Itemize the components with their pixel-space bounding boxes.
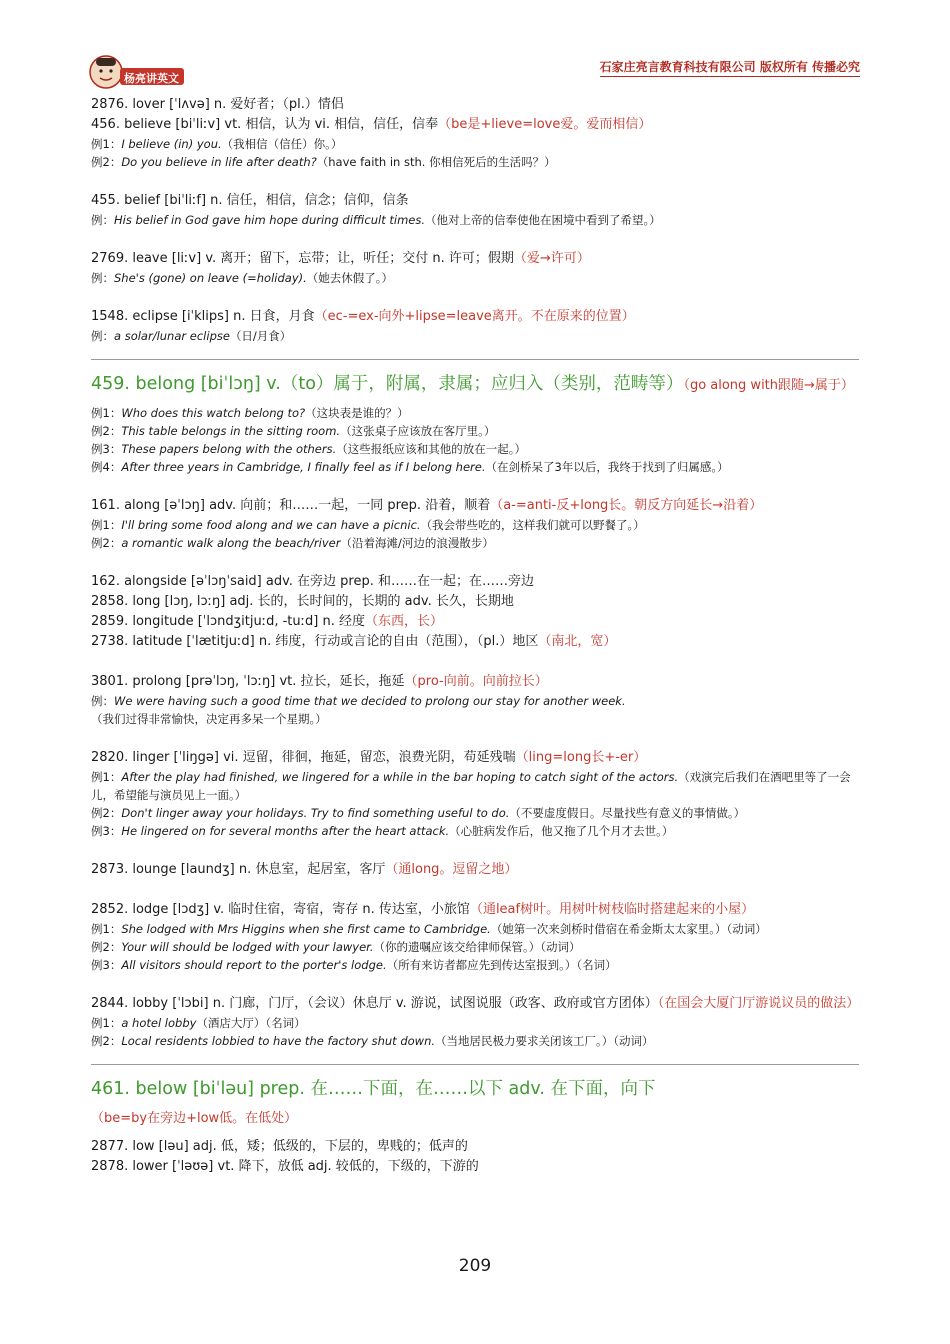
example-label: 例1： xyxy=(91,770,122,784)
entry-belief: 455. belief [biˈliːf] n. 信任，相信，信念；信仰，信条 xyxy=(91,193,409,208)
entry-lobby xyxy=(91,994,861,1014)
example-chinese: （在剑桥呆了3年以后，我终于找到了归属感。） xyxy=(485,460,729,474)
example-chinese: （所有来访者都应先到传达室报到。）（名词） xyxy=(386,958,617,972)
example xyxy=(91,920,861,938)
example-chinese: （我们过得非常愉快，决定再多呆一个星期。） xyxy=(91,712,327,726)
page-header xyxy=(0,0,950,96)
example-label: 例3： xyxy=(91,958,122,972)
example-label: 例2： xyxy=(91,155,122,169)
example-chinese: （have faith in sth. 你相信死后的生活吗？） xyxy=(316,155,556,169)
example xyxy=(91,516,861,534)
etymology-note: （pro-向前。向前拉长） xyxy=(404,674,548,689)
example-english: a hotel lobby xyxy=(121,1016,197,1030)
example-label: 例4： xyxy=(91,460,122,474)
entry-text: 456. believe [biˈliːv] vt. 相信，认为 vi. 相信，信任，信奉 xyxy=(91,117,439,132)
example-label: 例： xyxy=(91,329,114,343)
example xyxy=(91,269,861,287)
entry-text: 3801. prolong [prəˈlɔŋ, ˈlɔːŋ] vt. 拉长，延长，拖延 xyxy=(91,674,405,689)
entry-linger xyxy=(91,748,861,768)
copyright-notice: 石家庄亮言教育科技有限公司 版权所有 传播必究 xyxy=(600,58,860,77)
example-label: 例1： xyxy=(91,137,122,151)
logo-text: 杨亮讲英文 xyxy=(124,72,179,85)
example xyxy=(91,804,861,822)
example-label: 例3： xyxy=(91,824,122,838)
headword-text: 461. below [biˈləu] prep. 在……下面，在……以下 adv. 在下面，向下 xyxy=(91,1079,656,1099)
example-chinese: （你的遗嘱应该交给律师保管。）（动词） xyxy=(373,940,581,954)
example xyxy=(91,938,861,956)
example-chinese: （沿着海滩/河边的浪漫散步） xyxy=(340,536,494,550)
example-english: a solar/lunar eclipse xyxy=(114,329,230,343)
etymology-note: （通long。逗留之地） xyxy=(385,862,518,877)
example-english: After three years in Cambridge, I finally feel as if I belong here. xyxy=(121,460,486,474)
etymology-note: （ling=long长+-er） xyxy=(515,750,647,765)
etymology-note: （be是+lieve=love爱。爱而相信） xyxy=(438,117,652,132)
etymology-note: （东西，长） xyxy=(364,614,443,629)
entry-text: 2820. linger [ˈliŋgə] vi. 逗留，徘徊，拖延，留恋，浪费光阴，苟延残喘 xyxy=(91,750,516,765)
example xyxy=(91,135,861,153)
example-chinese: （她去休假了。） xyxy=(306,271,394,285)
etymology-note: （go along with跟随→属于） xyxy=(683,378,854,393)
example-chinese: （他对上帝的信奉使他在困境中看到了希望。） xyxy=(425,213,661,227)
entry-text: 2738. latitude [ˈlætitjuːd] n. 纬度，行动或言论的自由（范围），（pl.）地区 xyxy=(91,634,539,649)
entry-lover: 2876. lover [ˈlʌvə] n. 爱好者；（pl.）情侣 xyxy=(91,97,344,112)
page-content xyxy=(91,95,861,1177)
example xyxy=(91,1032,861,1050)
entry-text: 2859. longitude [ˈlɔndʒitjuːd, -tuːd] n. 经度 xyxy=(91,614,365,629)
etymology-note: （在国会大厦门厅游说议员的做法） xyxy=(657,996,860,1011)
example xyxy=(91,327,861,345)
entry-long: 2858. long [lɔŋ, lɔːŋ] adj. 长的，长时间的，长期的 adv. 长久，长期地 xyxy=(91,594,514,609)
entry-longitude xyxy=(91,612,861,632)
example-chinese: （当地居民极力要求关闭该工厂。）（动词） xyxy=(435,1034,654,1048)
entry-leave xyxy=(91,249,861,269)
example xyxy=(91,211,861,229)
example-english: His belief in God gave him hope during difficult times. xyxy=(114,213,425,227)
example-english: All visitors should report to the porter's lodge. xyxy=(121,958,387,972)
entry-text: 161. along [əˈlɔŋ] adv. 向前；和……一起，一同 prep. 沿着，顺着 xyxy=(91,498,491,513)
example-label: 例2： xyxy=(91,940,122,954)
example-english: Do you believe in life after death? xyxy=(121,155,317,169)
example-chinese: （这些报纸应该和其他的放在一起。） xyxy=(336,442,527,456)
example xyxy=(91,534,861,552)
example-chinese: （我会带些吃的，这样我们就可以野餐了。） xyxy=(420,518,645,532)
example xyxy=(91,692,861,728)
entry-prolong xyxy=(91,672,861,692)
example-english: These papers belong with the others. xyxy=(121,442,337,456)
example-english: Who does this watch belong to? xyxy=(121,406,306,420)
example-label: 例2： xyxy=(91,536,122,550)
entry-text: 2852. lodge [lɔdʒ] v. 临时住宿，寄宿，寄存 n. 传达室，小旅馆 xyxy=(91,902,470,917)
etymology-note: （通leaf树叶。用树叶树枝临时搭建起来的小屋） xyxy=(469,902,755,917)
entry-lodge xyxy=(91,900,861,920)
headword-belong xyxy=(91,370,861,400)
entry-low: 2877. low [ləu] adj. 低，矮；低级的，下层的，卑贱的；低声的 xyxy=(91,1139,468,1154)
entry-alongside: 162. alongside [əˈlɔŋˈsaid] adv. 在旁边 prep. 和……在一起；在……旁边 xyxy=(91,574,535,589)
example-label: 例： xyxy=(91,694,114,708)
entry-text: 2844. lobby [ˈlɔbi] n. 门廊，门厅，（会议）休息厅 v. 游说，试图说服（政客、政府或官方团体） xyxy=(91,996,658,1011)
example-chinese: （她第一次来剑桥时借宿在希金斯太太家里。）（动词） xyxy=(490,922,767,936)
example xyxy=(91,1014,861,1032)
entry-text: 1548. eclipse [iˈklips] n. 日食，月食 xyxy=(91,309,315,324)
example xyxy=(91,768,861,804)
example-label: 例： xyxy=(91,271,114,285)
example-english: She lodged with Mrs Higgins when she first came to Cambridge. xyxy=(121,922,491,936)
example-label: 例2： xyxy=(91,424,122,438)
etymology-note: （a-=anti-反+long长。朝反方向延长→沿着） xyxy=(490,498,763,513)
entry-lower: 2878. lower [ˈləʊə] vt. 降下，放低 adj. 较低的，下级的，下游的 xyxy=(91,1159,479,1174)
etymology-note: （ec-=ex-向外+lipse=leave离开。不在原来的位置） xyxy=(314,309,635,324)
etymology-note: （be=by在旁边+low低。在低处） xyxy=(91,1111,298,1126)
headword-text: 459. belong [biˈlɔŋ] v.（to）属于，附属，隶属；应归入（类别，范畴等） xyxy=(91,374,684,394)
example-chinese: （戏演完后我们在酒吧里等了一会儿，希望能与演员见上一面。） xyxy=(91,770,851,802)
entry-text: 2873. lounge [laundʒ] n. 休息室，起居室，客厅 xyxy=(91,862,386,877)
example xyxy=(91,422,861,440)
example-english: After the play had finished, we lingered for a while in the bar hoping to catch sight of the actors. xyxy=(121,770,679,784)
example-label: 例3： xyxy=(91,442,122,456)
entry-latitude xyxy=(91,632,861,652)
example xyxy=(91,822,861,840)
example-english: a romantic walk along the beach/river xyxy=(121,536,341,550)
example-chinese: （这块表是谁的？） xyxy=(305,406,409,420)
example-english: We were having such a good time that we decided to prolong our stay for another week. xyxy=(114,694,626,708)
entry-believe xyxy=(91,115,861,135)
example-english: Don't linger away your holidays. Try to find something useful to do. xyxy=(121,806,510,820)
entry-lounge xyxy=(91,860,861,880)
example-chinese: （这张桌子应该放在客厅里。） xyxy=(340,424,496,438)
example-label: 例1： xyxy=(91,518,122,532)
example-chinese: （我相信（信任）你。） xyxy=(221,137,343,151)
example xyxy=(91,440,861,458)
example-chinese: （不要虚度假日。尽量找些有意义的事情做。） xyxy=(509,806,746,820)
example-label: 例2： xyxy=(91,1034,122,1048)
example-english: This table belongs in the sitting room. xyxy=(121,424,341,438)
entry-eclipse xyxy=(91,307,861,327)
entry-text: 2769. leave [liːv] v. 离开；留下，忘带；让，听任；交付 n. 许可；假期 xyxy=(91,251,514,266)
entry-along xyxy=(91,496,861,516)
example-label: 例1： xyxy=(91,1016,122,1030)
example-chinese: （心脏病发作后，他又拖了几个月才去世。） xyxy=(449,824,674,838)
headword-below xyxy=(91,1075,861,1133)
example xyxy=(91,458,861,476)
section-divider xyxy=(91,1064,859,1065)
example-label: 例2： xyxy=(91,806,122,820)
example-label: 例1： xyxy=(91,406,122,420)
example-english: Your will should be lodged with your lawyer. xyxy=(121,940,374,954)
example xyxy=(91,153,861,171)
example-english: He lingered on for several months after the heart attack. xyxy=(121,824,450,838)
etymology-note: （爱→许可） xyxy=(513,251,590,266)
example-label: 例1： xyxy=(91,922,122,936)
example-english: Local residents lobbied to have the factory shut down. xyxy=(121,1034,436,1048)
example-english: I believe (in) you. xyxy=(121,137,222,151)
example-label: 例： xyxy=(91,213,114,227)
example xyxy=(91,404,861,422)
example-chinese: （酒店大厅）（名词） xyxy=(196,1016,306,1030)
example-chinese: （日/月食） xyxy=(229,329,292,343)
example-english: She's (gone) on leave (=holiday). xyxy=(114,271,307,285)
section-divider xyxy=(91,359,859,360)
page-number: 209 xyxy=(458,1256,492,1276)
etymology-note: （南北，宽） xyxy=(538,634,617,649)
example-english: I'll bring some food along and we can have a picnic. xyxy=(121,518,421,532)
example xyxy=(91,956,861,974)
